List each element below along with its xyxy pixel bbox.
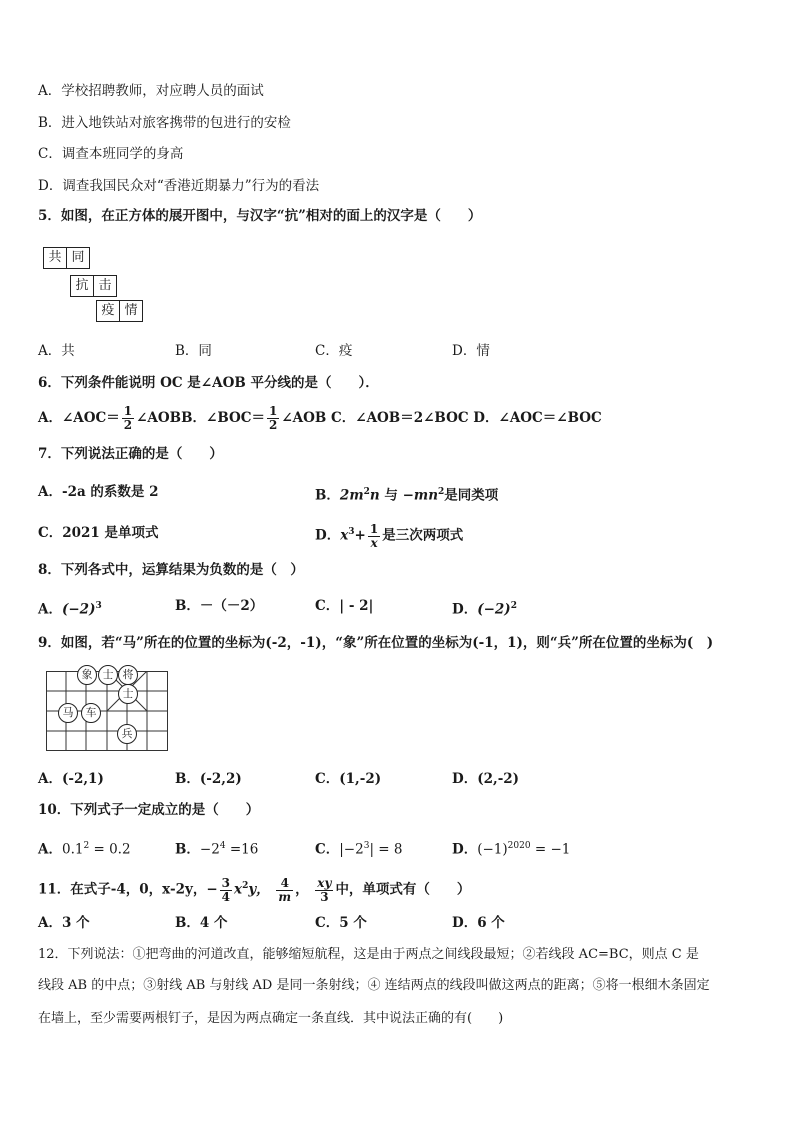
- q8-option-d: D．$(-2)^2$: [452, 601, 517, 618]
- net-cell: 情: [119, 300, 143, 322]
- q11-stem: 11．在式子-4，0，x-2y，− $\frac{3}{4}$ $x^2y$， $\frac{4}{m}$ ， $\frac{xy}{3}$ 中，单项式有（ ）: [38, 875, 471, 904]
- net-cell: 同: [66, 247, 90, 269]
- net-cell: 抗: [70, 275, 94, 297]
- q12-line-1: 12．下列说法：①把弯曲的河道改直，能够缩短航程，这是由于两点之间线段最短；②若线段 AC=BC，则点 C 是: [38, 947, 699, 962]
- q6-option-d: D．∠AOC＝∠BOC: [473, 410, 602, 426]
- q8-option-c: C．| - 2|: [315, 598, 374, 614]
- q9-option-d: D．(2,-2): [452, 771, 520, 787]
- q7-option-a: A．-2a 的系数是 2: [38, 484, 159, 500]
- q9-stem: 9．如图，若“马”所在的位置的坐标为(-2，-1)，“象”所在位置的坐标为(-1，1)，则“兵”所在位置的坐标为( ): [38, 635, 714, 651]
- q4-option-c: C．调查本班同学的身高: [38, 146, 184, 162]
- q12-line-3: 在墙上，至少需要两根钉子，是因为两点确定一条直线．其中说法正确的有( ): [38, 1011, 504, 1026]
- q6-option-c: C．∠AOB＝2∠BOC: [331, 410, 469, 426]
- q10-option-a: A．$0.1^2 = 0.2$: [38, 841, 131, 858]
- q6-stem: 6．下列条件能说明 OC 是∠AOB 平分线的是（ ）．: [38, 375, 379, 391]
- q10-option-c: C．$|-2^3| = 8$: [315, 841, 403, 858]
- fraction: $\frac{4}{m}$: [278, 875, 292, 904]
- q5-option-d: D．情: [452, 343, 490, 359]
- q9-option-a: A．(-2,1): [38, 771, 104, 787]
- q11-option-b: B．4 个: [175, 915, 228, 931]
- q8-stem: 8．下列各式中，运算结果为负数的是（ ）: [38, 562, 304, 578]
- q5-option-a: A．共: [38, 343, 75, 359]
- piece-che: 车: [81, 703, 101, 723]
- piece-bing: 兵: [117, 724, 137, 744]
- q7-option-b: B．$2m^2n$ 与 $-mn^2$是同类项: [315, 487, 499, 504]
- net-cell: 共: [43, 247, 67, 269]
- q11-option-c: C．5 个: [315, 915, 367, 931]
- fraction: $\frac{3}{4}$: [221, 875, 230, 904]
- q7-stem: 7．下列说法正确的是（ ）: [38, 446, 223, 462]
- fraction: $\frac{1}{2}$: [268, 404, 278, 432]
- piece-shi: 士: [98, 665, 118, 685]
- q11-option-a: A．3 个: [38, 915, 90, 931]
- fraction: $\frac{1}{2}$: [123, 404, 133, 432]
- q4-option-a: A．学校招聘教师，对应聘人员的面试: [38, 83, 264, 99]
- q7-option-c: C．2021 是单项式: [38, 525, 159, 541]
- q11-option-d: D．6 个: [452, 915, 505, 931]
- fraction: $\frac{xy}{3}$: [317, 875, 332, 904]
- q8-option-b: B．－（－2）: [175, 598, 264, 614]
- q10-stem: 10．下列式子一定成立的是（ ）: [38, 802, 260, 818]
- q4-option-d: D．调查我国民众对“香港近期暴力”行为的看法: [38, 178, 320, 194]
- q6-a-pre: A．∠AOC＝: [38, 410, 120, 426]
- piece-shi: 士: [118, 684, 138, 704]
- q6-options: A．∠AOC＝ $\frac{1}{2}$ ∠AOBB．∠BOC＝ $\frac{1}{2}$ ∠AOB C．∠AOB＝2∠BOC D．∠AOC＝∠BOC: [38, 404, 602, 432]
- q6-b-pre: B．∠BOC＝: [181, 410, 265, 426]
- q7-option-d: D．$x^3+$ $\frac{1}{x}$ 是三次两项式: [315, 521, 464, 550]
- fraction: $\frac{1}{x}$: [369, 521, 379, 550]
- q12-line-2: 线段 AB 的中点；③射线 AB 与射线 AD 是同一条射线；④ 连结两点的线段叫做这两点的距离；⑤将一根细木条固定: [38, 978, 710, 993]
- q4-option-b: B．进入地铁站对旅客携带的包进行的安检: [38, 115, 291, 131]
- net-cell: 击: [93, 275, 117, 297]
- q8-option-a: A．$(-2)^3$: [38, 601, 102, 618]
- q5-option-c: C．疫: [315, 343, 353, 359]
- q9-option-b: B．(-2,2): [175, 771, 242, 787]
- q10-option-b: B．$-2^4 =16$: [175, 841, 259, 858]
- piece-xiang: 象: [77, 665, 97, 685]
- q5-option-b: B．同: [175, 343, 212, 359]
- q5-stem: 5．如图，在正方体的展开图中，与汉字“抗”相对的面上的汉字是（ ）: [38, 208, 482, 224]
- net-cell: 疫: [96, 300, 120, 322]
- piece-ma: 马: [58, 703, 78, 723]
- chess-board-figure: [46, 668, 168, 751]
- piece-jiang: 将: [118, 665, 138, 685]
- q9-option-c: C．(1,-2): [315, 771, 382, 787]
- q10-option-d: D．$(-1)^{2020} = -1$: [452, 841, 571, 858]
